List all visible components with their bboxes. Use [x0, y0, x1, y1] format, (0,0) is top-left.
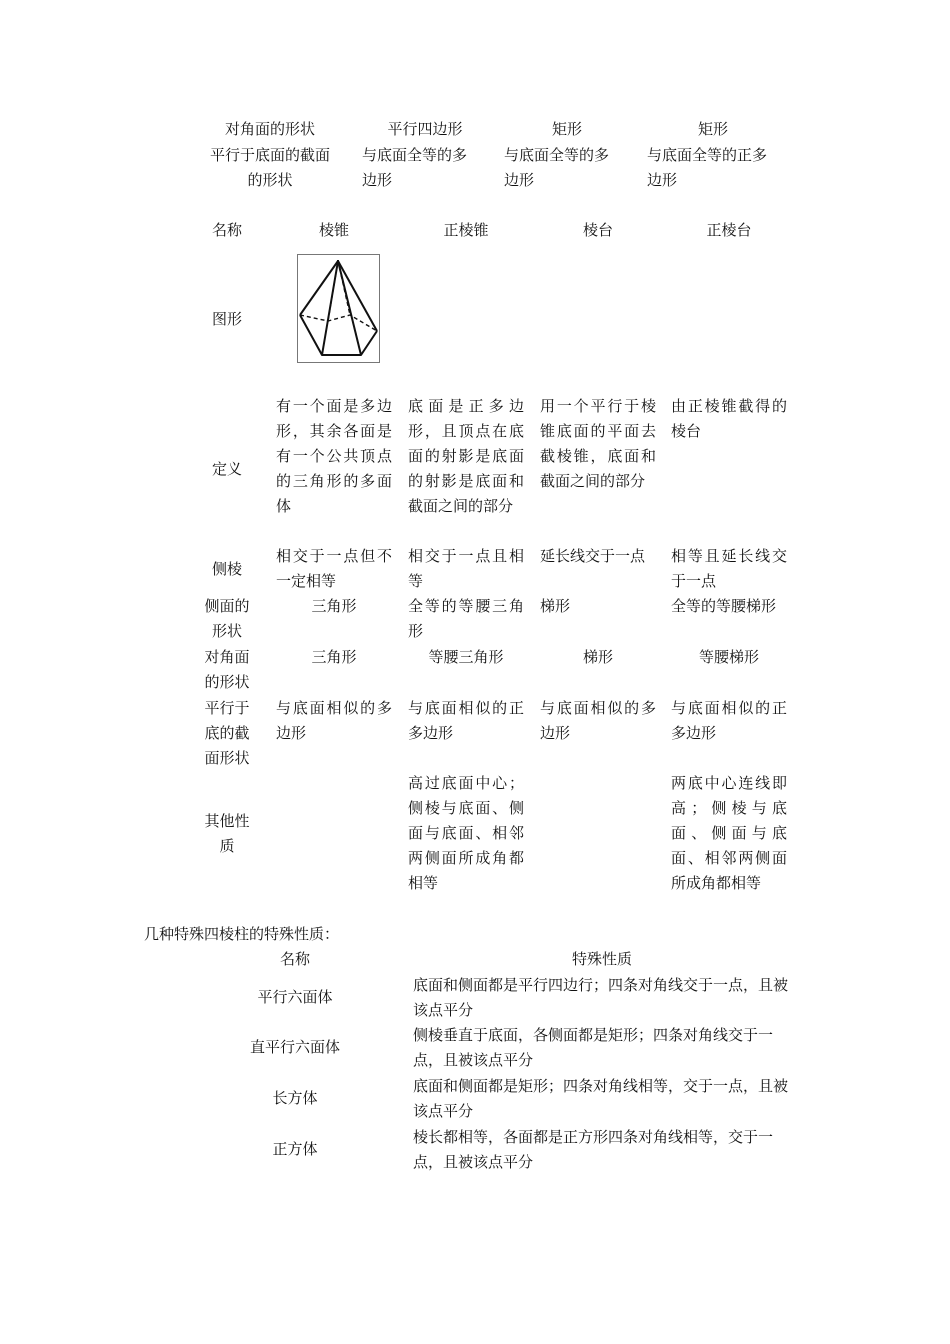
face-regular-pyramid: 全等的等腰三角形: [408, 597, 524, 640]
section-shape-right-prism: 与底面全等的多 边形: [504, 146, 610, 189]
section-regular-pyramid: 与底面相似的正多边形: [408, 699, 524, 742]
face-regular-frustum: 全等的等腰梯形: [671, 597, 777, 615]
edge-regular-frustum: 相等且延长线交于一点: [671, 547, 787, 590]
diag-regular-frustum: 等腰梯形: [698, 648, 759, 666]
diag-pyramid: 三角形: [311, 648, 357, 666]
special-name: 长方体: [272, 1089, 318, 1107]
face-frustum: 梯形: [540, 597, 571, 615]
special-row: [175, 1074, 795, 1124]
diag-face-label: 对角面的形状: [224, 120, 315, 138]
row-label-lateral-face: 侧面的形状: [204, 597, 250, 640]
special-row: [175, 1125, 795, 1175]
section-shape-label: 平行于底面的截面 的形状: [209, 146, 330, 189]
edge-pyramid: 相交于一点但不一定相等: [276, 547, 392, 590]
def-frustum: 用一个平行于棱锥底面的平面去截棱锥，底面和截面之间的部分: [540, 397, 656, 490]
special-name: 直平行六面体: [249, 1038, 340, 1056]
section-shape-prism: 与底面全等的多 边形: [362, 146, 468, 189]
header-pyramid: 棱锥: [318, 221, 349, 239]
figure-label: 图形: [211, 310, 242, 328]
header-regular-frustum: 正棱台: [706, 221, 752, 239]
edge-regular-pyramid: 相交于一点且相等: [408, 547, 524, 590]
diag-regular-pyramid: 等腰三角形: [428, 648, 504, 666]
special-header-name: 名称: [279, 950, 310, 968]
pyramid-figure: [297, 254, 380, 363]
special-desc: 底面和侧面都是平行四边行；四条对角线交于一点，且被该点平分: [413, 976, 789, 1019]
diag-face-regular-prism: 矩形: [697, 120, 728, 138]
row-label-lateral-edge: 侧棱: [211, 560, 242, 578]
def-regular-frustum: 由正棱锥截得的棱台: [671, 397, 787, 440]
row-label-diagonal-face: 对角面的形状: [204, 648, 250, 691]
special-prisms-title: 几种特殊四棱柱的特殊性质：: [144, 925, 340, 943]
row-label-other: 其他性质: [204, 812, 250, 855]
special-header-property: 特殊性质: [571, 950, 632, 968]
special-row: [175, 1023, 795, 1073]
diag-face-right-prism: 矩形: [551, 120, 582, 138]
other-regular-frustum: 两底中心连线即高；侧棱与底面、侧面与底面、相邻两侧面所成角都相等: [671, 774, 787, 892]
special-desc: 侧棱垂直于底面，各侧面都是矩形；四条对角线交于一点，且被该点平分: [413, 1026, 774, 1069]
hexagonal-pyramid-drawing: [298, 255, 379, 362]
section-regular-frustum: 与底面相似的正多边形: [671, 699, 787, 742]
special-name: 平行六面体: [257, 988, 333, 1006]
row-label-section: 平行于底的截面形状: [204, 699, 250, 767]
header-regular-pyramid: 正棱锥: [443, 221, 489, 239]
special-row: [175, 973, 795, 1023]
header-name: 名称: [211, 221, 242, 239]
face-pyramid: 三角形: [311, 597, 357, 615]
edge-frustum: 延长线交于一点: [540, 547, 646, 565]
section-pyramid: 与底面相似的多边形: [276, 699, 392, 742]
other-regular-pyramid: 高过底面中心；侧棱与底面、侧面与底面、相邻两侧面所成角都相等: [408, 774, 524, 892]
header-frustum: 棱台: [582, 221, 613, 239]
def-regular-pyramid: 底面是正多边形，且顶点在底面的射影是底面的射影是底面和截面之间的部分: [408, 397, 524, 515]
special-desc: 底面和侧面都是矩形；四条对角线相等，交于一点，且被该点平分: [413, 1077, 789, 1120]
section-shape-regular-prism: 与底面全等的正多 边形: [647, 146, 768, 189]
special-desc: 棱长都相等，各面都是正方形四条对角线相等，交于一点，且被该点平分: [413, 1128, 774, 1171]
special-header-row: [175, 947, 795, 972]
special-name: 正方体: [272, 1140, 318, 1158]
diag-frustum: 梯形: [582, 648, 613, 666]
section-frustum: 与底面相似的多边形: [540, 699, 656, 742]
def-pyramid: 有一个面是多边形，其余各面是有一个公共顶点的三角形的多面体: [276, 397, 392, 515]
diag-face-prism: 平行四边形: [387, 120, 463, 138]
row-label-definition: 定义: [211, 460, 242, 478]
